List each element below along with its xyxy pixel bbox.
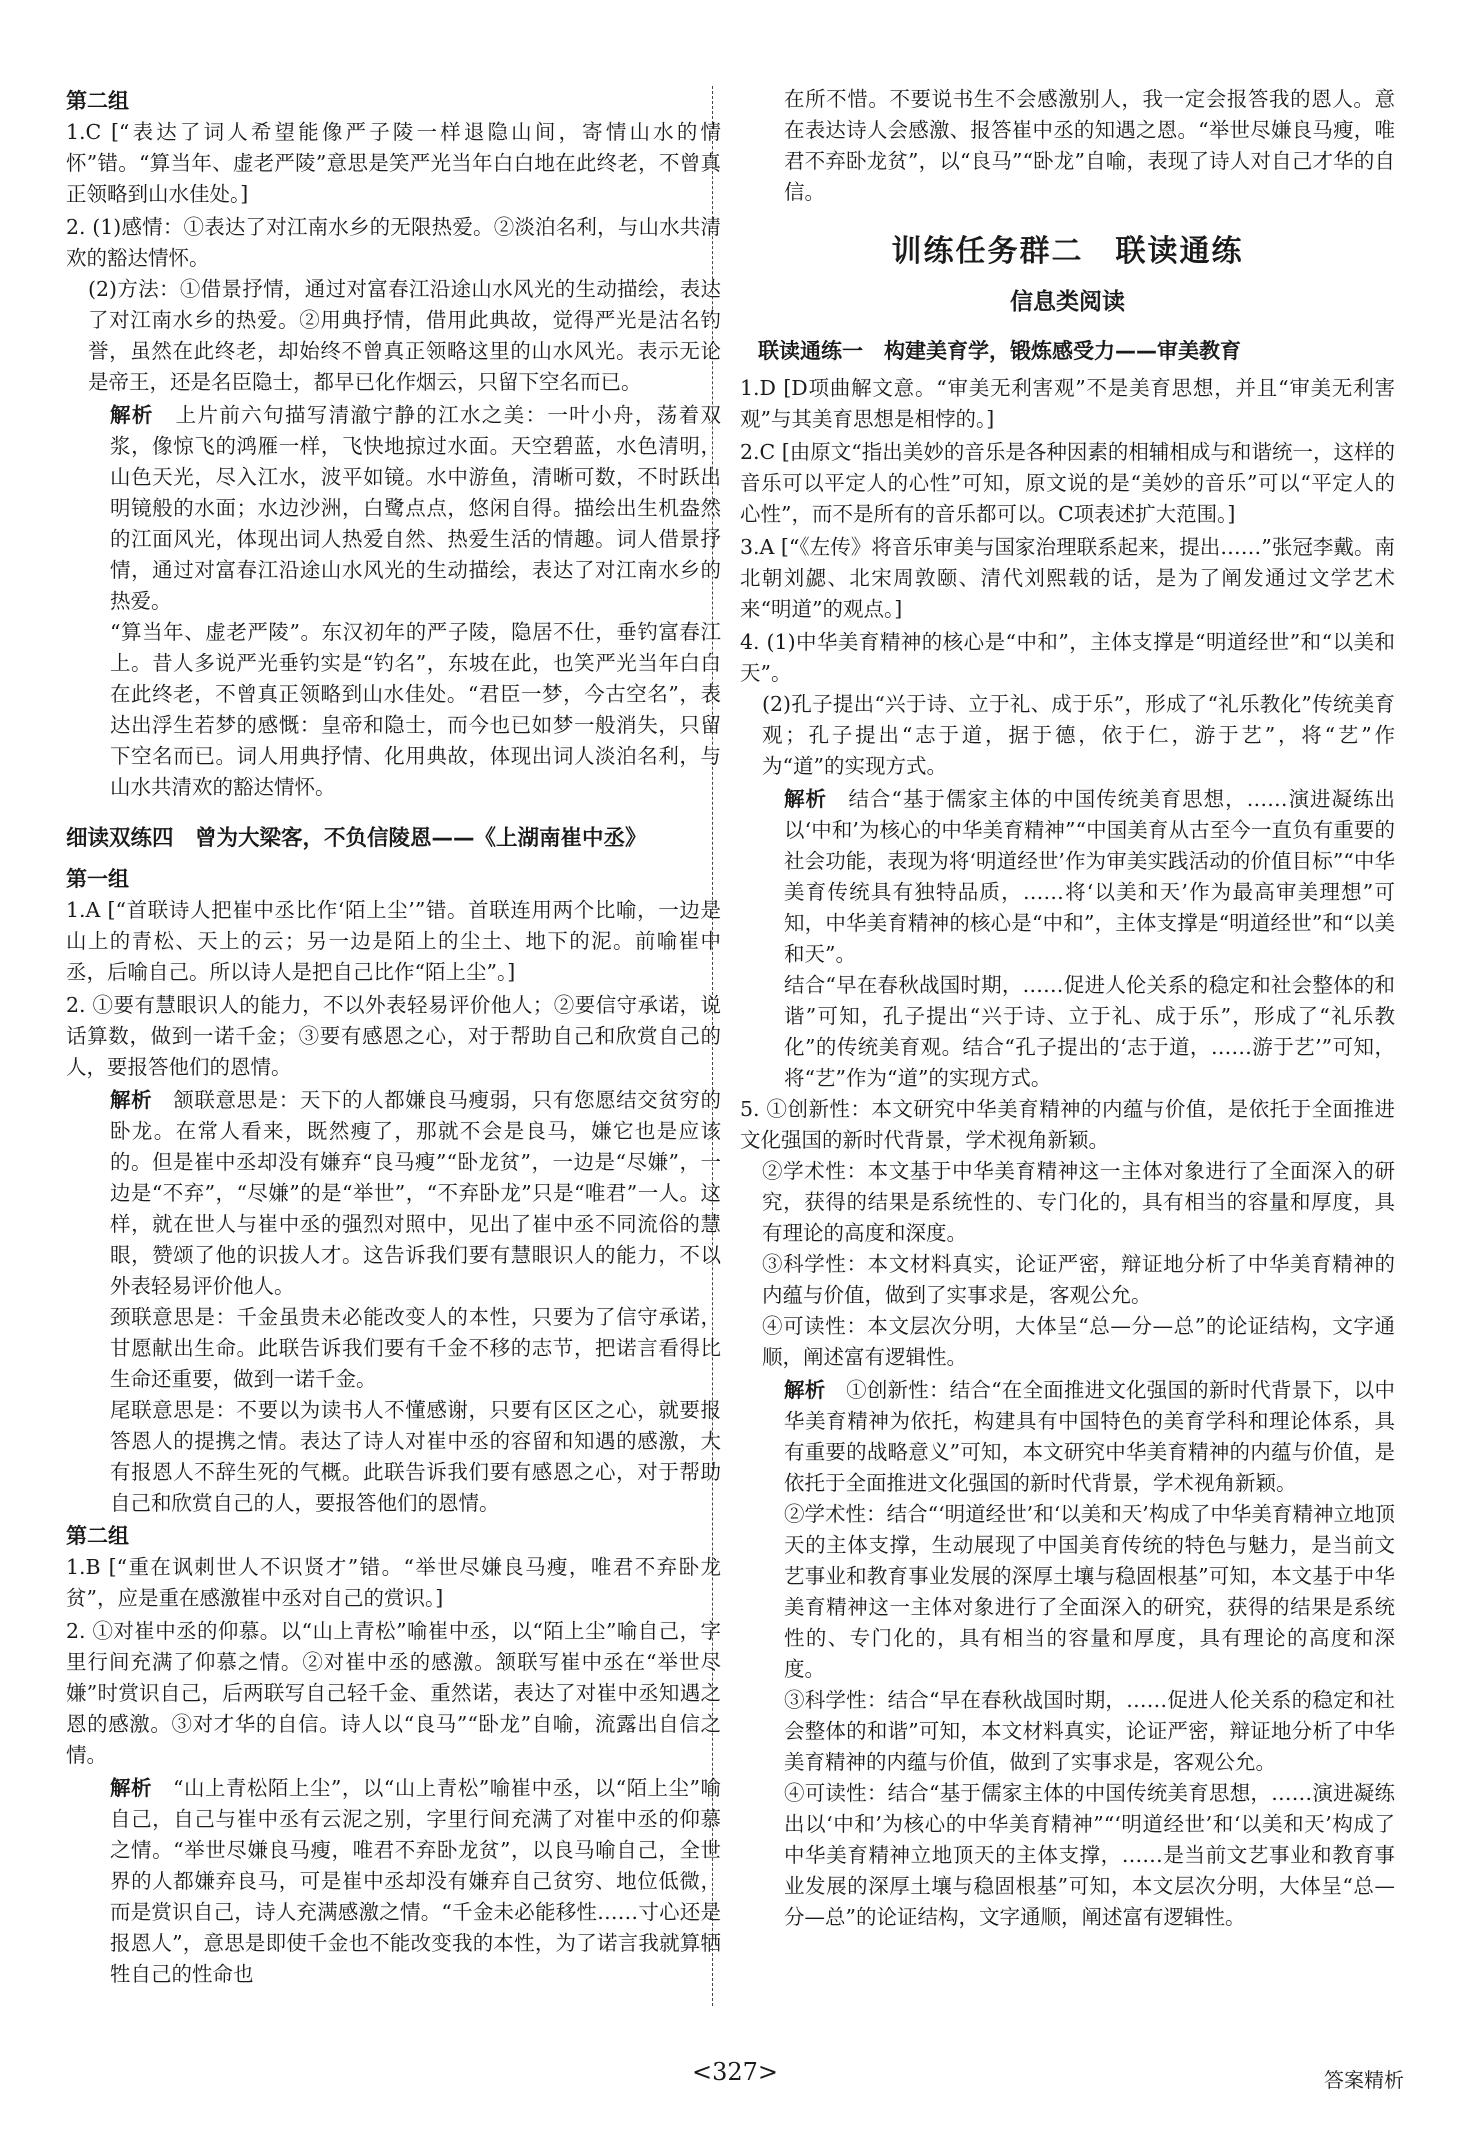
answer-text: [D项曲解文意。“审美无利害观”不是美育思想，并且“审美无利害观”与其美育思想是相悖的。]	[740, 376, 1395, 431]
answer-number: 3.A	[740, 535, 775, 559]
answer-text: [“首联诗人把崔中丞比作‘陌上尘’”错。首联连用两个比喻，一边是山上的青松、天上的云；另一边是陌上的尘土、地下的泥。前喻崔中丞，后喻自己。所以诗人是把自己比作“陌上尘”。]	[66, 898, 721, 984]
answer-number: 2.	[66, 215, 86, 239]
page-number: <327>	[691, 2058, 779, 2086]
explanation-text: 颈联意思是：千金虽贵未必能改变人的本性，只要为了信守承诺，甘愿献出生命。此联告诉我们要有千金不移的志节，把诺言看得比生命还重要，做到一诺千金。	[110, 1305, 721, 1391]
explanation-label: 解析	[110, 1088, 153, 1112]
right-column	[740, 84, 1395, 1933]
explanation-text: 在所不惜。不要说书生不会感激别人，我一定会报答我的恩人。意在表达诗人会感激、报答崔中丞的知遇之恩。“举世尽嫌良马瘦，唯君不弃卧龙贫”，以“良马”“卧龙”自喻，表现了诗人对自己才华的自信。	[784, 87, 1395, 204]
answer-text: ①对崔中丞的仰慕。以“山上青松”喻崔中丞，以“陌上尘”喻自己，字里行间充满了仰慕之情。②对崔中丞的感激。颔联写崔中丞在“举世尽嫌”时赏识自己，后两联写自己轻千金、重然诺，表达了对崔中丞知遇之恩的感激。③对才华的自信。诗人以“良马”“卧龙”自喻，流露出自信之情。	[66, 1619, 721, 1767]
answer-item	[740, 1094, 1395, 1373]
answer-text: ③科学性：本文材料真实，论证严密，辩证地分析了中华美育精神的内蕴与价值，做到了实事求是，客观公允。	[762, 1252, 1395, 1307]
explanation-text: 上片前六句描写清澈宁静的江水之美：一叶小舟，荡着双浆，像惊飞的鸿雁一样，飞快地掠过水面。天空碧蓝，水色清明，山色天光，尽入江水，波平如镜。水中游鱼，清晰可数，不时跃出明镜般的水面；水边沙洲，白鹭点点，悠闲自得。描绘出生机盎然的江面风光，体现出词人热爱自然、热爱生活的情趣。词人借景抒情，通过对富春江沿途山水风光的生动描绘，表达了对江南水乡的热爱。	[110, 403, 722, 613]
explanation-text: ④可读性：结合“基于儒家主体的中国传统美育思想，……演进凝练出以‘中和’为核心的中华美育精神”“‘明道经世’和‘以美和天’构成了中华美育精神立地顶天的主体支撑，……是当前文艺事业和教育事业发展的深厚土壤与稳固根基”可知，本文层次分明，大体呈“总—分—总”的论证结构，文字通顺，阐述富有逻辑性。	[784, 1781, 1395, 1929]
explanation-text: ①创新性：结合“在全面推进文化强国的新时代背景下，以中华美育精神为依托，构建具有中国特色的美育学科和理论体系，具有重要的战略意义”可知，本文研究中华美育精神的内蕴与价值，是依托于全面推进文化强国的新时代背景，学术视角新颖。	[784, 1378, 1396, 1495]
unit-title: 细读双练四 曾为大梁客，不负信陵恩——《上湖南崔中丞》	[66, 826, 647, 851]
answer-number: 1.D	[740, 376, 776, 400]
answer-item	[740, 437, 1395, 530]
answer-text: [由原文“指出美妙的音乐是各种因素的相辅相成与和谐统一，这样的音乐可以平定人的心性”可知，原文说的是“美妙的音乐”可以“平定人的心性”，而不是所有的音乐都可以。C项表述扩大范围。]	[740, 440, 1395, 526]
answer-number: 1.C	[66, 120, 102, 144]
answer-number: 2.	[66, 993, 86, 1017]
explanation	[66, 1773, 721, 1990]
answer-text: (1)感情：①表达了对江南水乡的无限热爱。②淡泊名利，与山水共清欢的豁达情怀。	[66, 215, 721, 270]
answer-number: 2.C	[740, 440, 776, 464]
explanation	[66, 1085, 721, 1519]
answer-text: ①创新性：本文研究中华美育精神的内蕴与价值，是依托于全面推进文化强国的新时代背景，学术视角新颖。	[740, 1097, 1395, 1152]
explanation-label: 解析	[784, 1378, 826, 1402]
explanation-text: “算当年、虚老严陵”。东汉初年的严子陵，隐居不仕，垂钓富春江上。昔人多说严光垂钓实是“钓名”，东坡在此，也笑严光当年白白在此终老，不曾真正领略到山水佳处。“君臣一梦，今古空名”，表达出浮生若梦的感慨：皇帝和隐士，而今也已如梦一般消失，只留下空名而已。词人用典抒情、化用典故，体现出词人淡泊名利，与山水共清欢的豁达情怀。	[110, 620, 721, 799]
footer-section-label: 答案精析	[1324, 2068, 1404, 2092]
answer-number: 2.	[66, 1619, 86, 1643]
answer-item	[740, 532, 1395, 625]
answer-number: 1.B	[66, 1555, 101, 1579]
explanation-text: 尾联意思是：不要以为读书人不懂感谢，只要有区区之心，就要报答恩人的提携之情。表达了诗人对崔中丞的容留和知遇的感激，大有报恩人不辞生死的气概。此联告诉我们要有感恩之心，对于帮助自己和欣赏自己的人，要报答他们的恩情。	[110, 1398, 721, 1515]
explanation-text: 结合“基于儒家主体的中国传统美育思想，……演进凝练出以‘中和’为核心的中华美育精神”“中国美育从古至今一直负有重要的社会功能，表现为将‘明道经世’作为审美实践活动的价值目标”“中华美育传统具有独特品质，……将‘以美和天’作为最高审美理想”可知，中华美育精神的核心是“中和”，主体支撑是“明道经世”和“以美和天”。	[784, 787, 1396, 966]
section-title: 训练任务群二 联读通练	[891, 234, 1244, 269]
answer-item	[66, 212, 721, 398]
answer-text: (1)中华美育精神的核心是“中和”，主体支撑是“明道经世”和“以美和天”。	[740, 630, 1395, 685]
answer-item	[740, 373, 1395, 435]
answer-text: [“表达了词人希望能像严子陵一样退隐山间，寄情山水的情怀”错。“算当年、虚老严陵”意思是笑严光当年白白地在此终老，不曾真正领略到山水佳处。]	[66, 120, 721, 206]
answer-text: (2)孔子提出“兴于诗、立于礼、成于乐”，形成了“礼乐教化”传统美育观；孔子提出“志于道，据于德，依于仁，游于艺”，将“艺”作为“道”的实现方式。	[762, 692, 1395, 778]
subsection-title: 信息类阅读	[1010, 289, 1125, 315]
answer-number: 5.	[740, 1097, 760, 1121]
explanation-label: 解析	[784, 787, 827, 811]
answer-number: 4.	[740, 630, 760, 654]
answer-item	[740, 627, 1395, 782]
explanation-text: 结合“早在春秋战国时期，……促进人伦关系的稳定和社会整体的和谐”可知，孔子提出“兴于诗、立于礼、成于乐”，形成了“礼乐教化”的传统美育观。结合“孔子提出的‘志于道，……游于艺’”可知，将“艺”作为“道”的实现方式。	[784, 973, 1395, 1090]
answer-item	[66, 990, 721, 1083]
explanation-label: 解析	[110, 1776, 152, 1800]
explanation	[66, 400, 721, 803]
group-title: 第一组	[66, 867, 129, 891]
explanation-text: ③科学性：结合“早在春秋战国时期，……促进人伦关系的稳定和社会整体的和谐”可知，本文材料真实，论证严密，辩证地分析了中华美育精神的内蕴与价值，做到了实事求是，客观公允。	[784, 1688, 1395, 1774]
group-title: 第二组	[66, 89, 129, 113]
explanation-text: ②学术性：结合“‘明道经世’和‘以美和天’构成了中华美育精神立地顶天的主体支撑，生动展现了中国美育传统的特色与魅力，是当前文艺事业和教育事业发展的深厚土壤与稳固根基”可知，本文基于中华美育精神这一主体对象进行了全面深入的研究，获得的结果是系统性的、专门化的，具有相当的容量和厚度，具有理论的高度和深度。	[784, 1502, 1395, 1681]
answer-text: ①要有慧眼识人的能力，不以外表轻易评价他人；②要信守承诺，说话算数，做到一诺千金；③要有感恩之心，对于帮助自己和欣赏自己的人，要报答他们的恩情。	[66, 993, 721, 1079]
left-column	[66, 84, 721, 1990]
group-title: 第二组	[66, 1524, 129, 1548]
explanation-label: 解析	[110, 403, 154, 427]
explanation	[740, 784, 1395, 1094]
explanation-text: 颔联意思是：天下的人都嫌良马瘦弱，只有您愿结交贫穷的卧龙。在常人看来，既然瘦了，那就不会是良马，嫌它也是应该的。但是崔中丞却没有嫌弃“良马瘦”“卧龙贫”，一边是“尽嫌”，一边是“不弃”，“尽嫌”的是“举世”，“不弃卧龙”只是“唯君”一人。这样，就在世人与崔中丞的强烈对照中，见出了崔中丞不同流俗的慧眼，赞颂了他的识拔人才。这告诉我们要有慧眼识人的能力，不以外表轻易评价他人。	[110, 1088, 722, 1298]
explanation	[740, 1375, 1395, 1933]
answer-text: ②学术性：本文基于中华美育精神这一主体对象进行了全面深入的研究，获得的结果是系统性的、专门化的，具有相当的容量和厚度，具有理论的高度和深度。	[762, 1159, 1395, 1245]
answer-item	[66, 1616, 721, 1771]
answer-item	[66, 1552, 721, 1614]
answer-text: ④可读性：本文层次分明，大体呈“总—分—总”的论证结构，文字通顺，阐述富有逻辑性。	[762, 1314, 1395, 1369]
unit-title: 联读通练一 构建美育学，锻炼感受力——审美教育	[758, 339, 1241, 363]
explanation-text: “山上青松陌上尘”，以“山上青松”喻崔中丞，以“陌上尘”喻自己，自己与崔中丞有云泥之别，字里行间充满了对崔中丞的仰慕之情。“举世尽嫌良马瘦，唯君不弃卧龙贫”，以良马喻自己，全世界的人都嫌弃良马，可是崔中丞却没有嫌弃自己贫穷、地位低微，而是赏识自己，诗人充满感激之情。“千金未必能移性……寸心还是报恩人”，意思是即使千金也不能改变我的本性，为了诺言我就算牺牲自己的性命也	[110, 1776, 722, 1986]
answer-text: (2)方法：①借景抒情，通过对富春江沿途山水风光的生动描绘，表达了对江南水乡的热爱。②用典抒情，借用此典故，觉得严光是沽名钓誉，虽然在此终老，却始终不曾真正领略这里的山水风光。表示无论是帝王，还是名臣隐士，都早已化作烟云，只留下空名而已。	[88, 277, 721, 394]
answer-item	[66, 117, 721, 210]
answer-text: [“《左传》将音乐审美与国家治理联系起来，提出……”张冠李戴。南北朝刘勰、北宋周敦颐、清代刘熙载的话，是为了阐发通过文学艺术来“明道”的观点。]	[740, 535, 1395, 621]
answer-number: 1.A	[66, 898, 101, 922]
answer-item	[66, 895, 721, 988]
answer-text: [“重在讽刺世人不识贤才”错。“举世尽嫌良马瘦，唯君不弃卧龙贫”，应是重在感激崔中丞对自己的赏识。]	[66, 1555, 721, 1610]
